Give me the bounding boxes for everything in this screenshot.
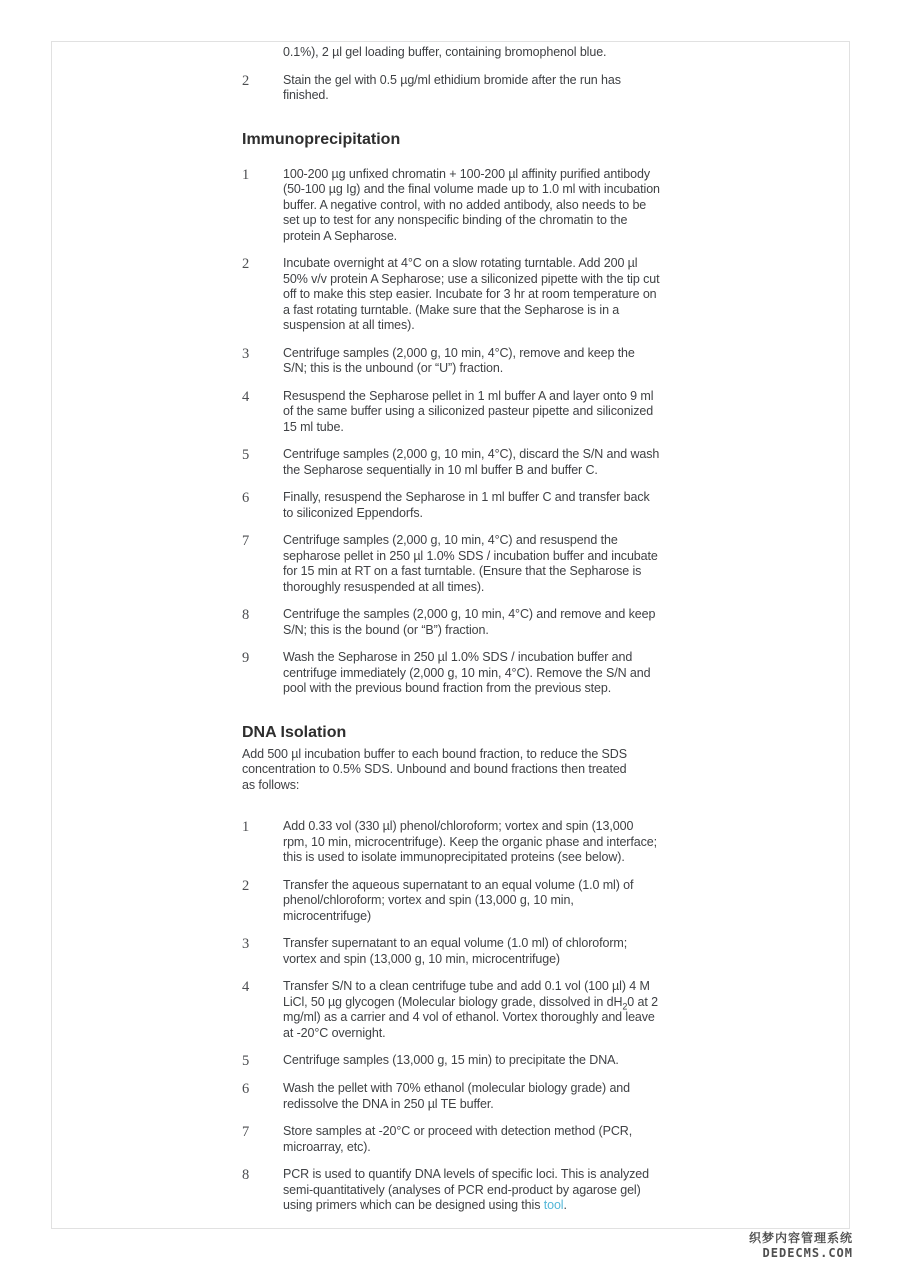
step-text: Centrifuge samples (2,000 g, 10 min, 4°C), remove and keep the S/N; this is the unbound (or “U”) fraction. [283,345,635,375]
protocol-step [242,533,661,595]
step-number: 7 [242,1124,250,1140]
step-text: 100-200 µg unfixed chromatin + 100-200 µl affinity purified antibody (50-100 µg Ig) and the final volume made up to 1.0 ml with incubation buffer. A negative control, with no added antibody, also needs to be set up to test for any nonspecific binding of the chromatin to the protein A Sepharose. [283,166,660,243]
protocol-step [242,167,661,245]
protocol-step [242,1124,661,1155]
protocol-step [242,819,661,866]
protocol-step [242,1167,661,1214]
section-paragraph: Add 500 µl incubation buffer to each bound fraction, to reduce the SDS concentration to 0.5% SDS. Unbound and bound fractions then treated as follows: [242,746,627,792]
step-number: 8 [242,1167,250,1183]
step-number: 4 [242,979,250,995]
step-text: Store samples at -20°C or proceed with detection method (PCR, microarray, etc). [283,1124,633,1154]
step-text: Incubate overnight at 4°C on a slow rotating turntable. Add 200 µl 50% v/v protein A Sepharose; use a siliconized pipette with the tip cut off to make this step easier. Incubate for 3 hr at room temperature on a fast rotating turntable. (Make sure that the Sepharose is in a suspension at all times). [283,256,660,332]
protocol-step [242,346,661,377]
step-number: 2 [242,72,250,89]
watermark-cn-text: 织梦内容管理系统 [748,1231,853,1245]
section-immunoprecipitation [242,132,661,697]
step-number: 1 [242,819,250,835]
step-text: Centrifuge samples (13,000 g, 15 min) to precipitate the DNA. [283,1053,619,1067]
step-number: 5 [242,1053,250,1069]
step-number: 3 [242,345,250,362]
protocol-step [242,607,661,638]
step-number: 6 [242,490,250,506]
step-text: Finally, resuspend the Sepharose in 1 ml buffer C and transfer back to siliconized Eppendorfs. [283,490,650,520]
protocol-step [242,447,661,478]
step-text: Wash the pellet with 70% ethanol (molecular biology grade) and redissolve the DNA in 250 µl TE buffer. [283,1081,631,1111]
protocol-step [242,256,661,334]
section-dna-isolation [242,725,661,1214]
protocol-step [242,73,661,104]
watermark-site-text: DEDECMS.COM [762,1245,853,1260]
inline-link-tool[interactable]: tool [543,1198,564,1212]
step-number: 1 [242,166,250,183]
step-text: Wash the Sepharose in 250 µl 1.0% SDS / incubation buffer and centrifuge immediately (2,000 g, 10 min, 4°C). Remove the S/N and pool with the previous bound fraction from the previous step. [283,650,651,695]
step-text: Add 0.33 vol (330 µl) phenol/chloroform; vortex and spin (13,000 rpm, 10 min, microcentrifuge). Keep the organic phase and interface; this is used to isolate immunoprecipitated proteins (see below). [283,819,657,864]
step-text: Centrifuge the samples (2,000 g, 10 min, 4°C) and remove and keep S/N; this is the bound (or “B”) fraction. [283,607,656,637]
protocol-step [242,936,661,967]
step-text: Stain the gel with 0.5 µg/ml ethidium bromide after the run has finished. [283,72,621,102]
step-number: 3 [242,936,250,952]
protocol-step [242,490,661,521]
document-content [52,42,661,1214]
document-page [51,41,850,1229]
step-text: Transfer supernatant to an equal volume (1.0 ml) of chloroform; vortex and spin (13,000 g, 10 min, microcentrifuge) [283,936,628,966]
continuation-row [242,45,661,61]
protocol-step [242,1081,661,1112]
step-text: Transfer the aqueous supernatant to an equal volume (1.0 ml) of phenol/chloroform; vortex and spin (13,000 g, 10 min, microcentrifuge) [283,877,634,923]
protocol-step [242,979,661,1041]
step-text: Centrifuge samples (2,000 g, 10 min, 4°C), discard the S/N and wash the Sepharose sequentially in 10 ml buffer B and buffer C. [283,447,660,477]
step-text: Resuspend the Sepharose pellet in 1 ml buffer A and layer onto 9 ml of the same buffer using a siliconized pasteur pipette and siliconized 15 ml tube. [283,388,654,434]
subscript-text: 2 [622,1001,628,1011]
step-number: 6 [242,1081,250,1097]
step-text: Transfer S/N to a clean centrifuge tube and add 0.1 vol (100 µl) 4 M LiCl, 50 µg glycogen (Molecular biology grade, dissolved in $dH_20$ at 2 mg/ml) as a carrier and 4 vol of ethanol. Vortex thoroughly and leave at -20°C overnight. [283,979,658,1040]
section-gel-staining [242,73,661,104]
step-number: 2 [242,256,250,272]
watermark [749,1231,853,1260]
protocol-step [242,389,661,436]
step-number: 2 [242,877,250,894]
step-number: 8 [242,607,250,623]
section-title-dna-isolation: DNA Isolation [242,723,347,741]
section-title-immunoprecipitation: Immunoprecipitation [242,130,401,148]
protocol-step [242,878,661,925]
step-text: PCR is used to quantify DNA levels of specific loci. This is analyzed semi-quantitatively (analyses of PCR end-product by agarose gel) using primers which can be designed using this tool. [283,1167,649,1212]
step-text: Centrifuge samples (2,000 g, 10 min, 4°C) and resuspend the sepharose pellet in 250 µl 1.0% SDS / incubation buffer and incubate for 15 min at RT on a fast turntable. (Ensure that the Sepharose is thoroughly resuspended at all times). [283,533,658,594]
step-number: 4 [242,388,250,405]
step-number: 7 [242,533,250,549]
continuation-text: 0.1%), 2 µl gel loading buffer, containing bromophenol blue. [283,45,607,59]
protocol-step [242,1053,661,1069]
step-number: 5 [242,447,250,463]
protocol-step [242,650,661,697]
step-number: 9 [242,650,250,666]
